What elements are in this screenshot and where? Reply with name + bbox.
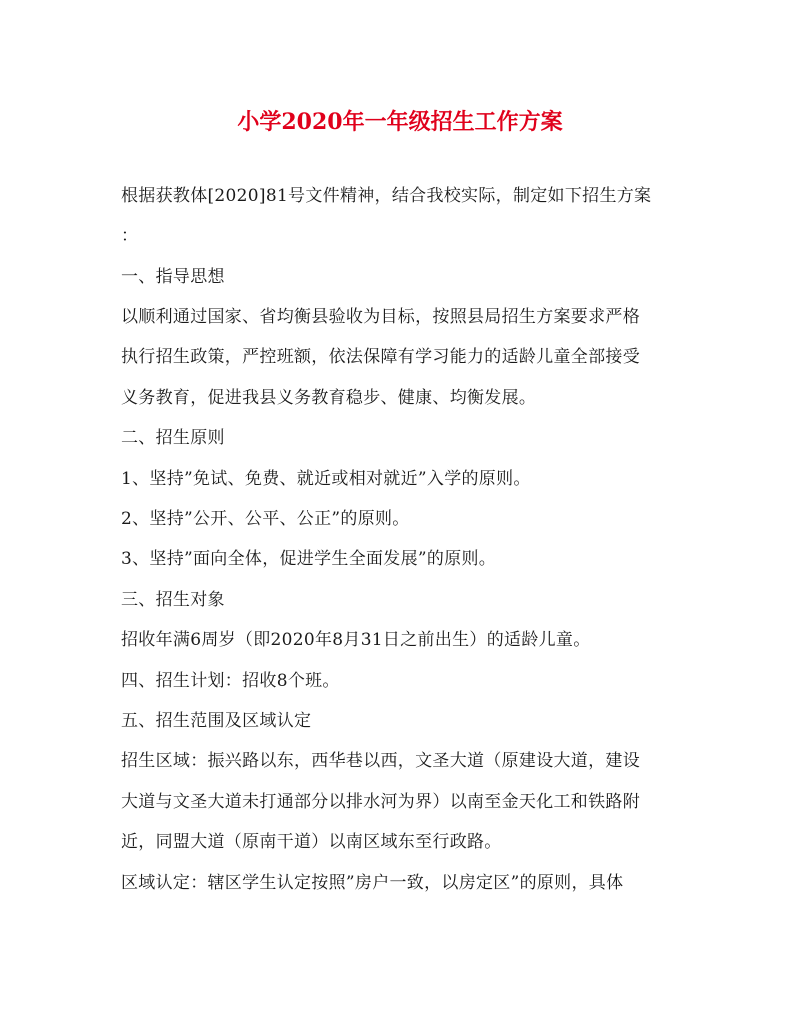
paragraph-line: 根据获教体[2020]81号文件精神，结合我校实际，制定如下招生方案 (121, 186, 652, 206)
paragraph-line: 近，同盟大道（原南干道）以南区域东至行政路。 (121, 832, 502, 852)
document-title: 小学2020年一年级招生工作方案 (237, 109, 563, 135)
section-heading: 三、招生对象 (121, 590, 225, 610)
list-item: 1、坚持”免试、免费、就近或相对就近”入学的原则。 (121, 469, 531, 489)
list-item: 3、坚持”面向全体，促进学生全面发展”的原则。 (121, 549, 497, 569)
paragraph-line: 招生区域：振兴路以东，西华巷以西，文圣大道（原建设大道，建设 (121, 751, 640, 771)
paragraph-line: 义务教育，促进我县义务教育稳步、健康、均衡发展。 (121, 388, 537, 408)
paragraph-line: 招收年满6周岁（即2020年8月31日之前出生）的适龄儿童。 (121, 630, 591, 650)
paragraph-line: ： (121, 226, 139, 246)
paragraph-line: 执行招生政策，严控班额，依法保障有学习能力的适龄儿童全部接受 (121, 347, 640, 367)
paragraph-line: 以顺利通过国家、省均衡县验收为目标，按照县局招生方案要求严格 (121, 307, 640, 327)
section-heading: 一、指导思想 (121, 267, 225, 287)
paragraph-line: 大道与文圣大道未打通部分以排水河为界）以南至金天化工和铁路附 (121, 792, 640, 812)
section-heading: 四、招生计划：招收8个班。 (121, 671, 340, 691)
paragraph-line: 区域认定：辖区学生认定按照”房户一致，以房定区”的原则，具体 (121, 873, 624, 893)
section-heading: 二、招生原则 (121, 428, 225, 448)
list-item: 2、坚持”公开、公平、公正”的原则。 (121, 509, 410, 529)
section-heading: 五、招生范围及区域认定 (121, 711, 312, 731)
